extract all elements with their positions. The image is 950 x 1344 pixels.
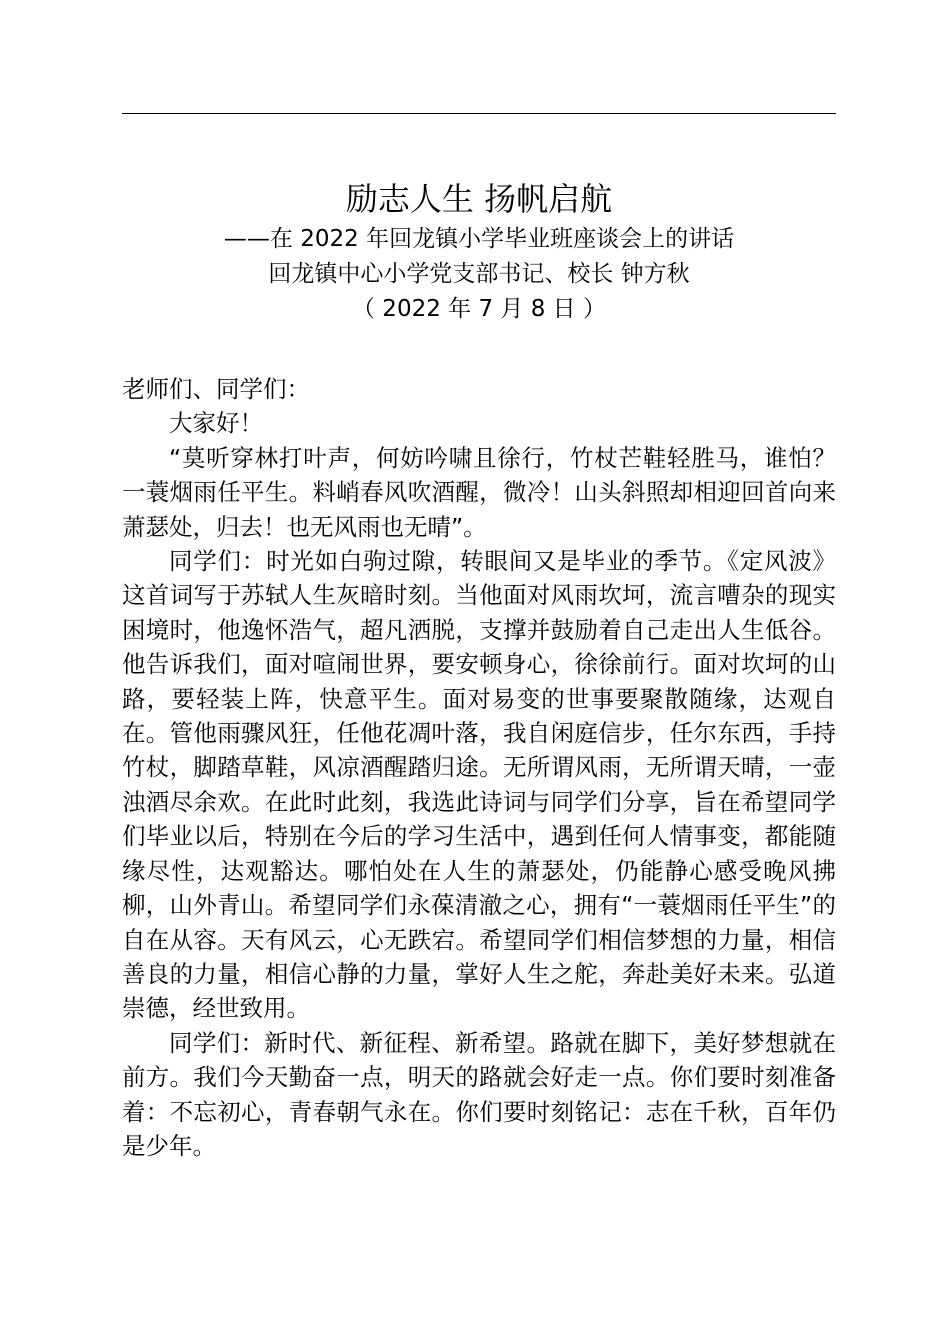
document-author: 回龙镇中心小学党支部书记、校长 钟方秋 xyxy=(268,261,690,287)
document-header xyxy=(122,176,836,327)
paragraph-greeting: 大家好！ xyxy=(169,409,263,438)
document-subtitle: ——在 2022 年回龙镇小学毕业班座谈会上的讲话 xyxy=(223,226,735,252)
salutation: 老师们、同学们： xyxy=(122,375,310,403)
paragraph-closing: 同学们：新时代、新征程、新希望。路就在脚下，美好梦想就在前方。我们今天勤奋一点，明天的路就会好走一点。你们要时刻准备着：不忘初心，青春朝气永在。你们要时刻铭记：志在千秋，百年仍是少年。 xyxy=(122,1028,836,1160)
header-rule xyxy=(122,113,836,114)
document-title: 励志人生 扬帆启航 xyxy=(345,180,613,218)
paragraph-main: 同学们：时光如白驹过隙，转眼间又是毕业的季节。《定风波》这首词写于苏轼人生灰暗时刻。当他面对风雨坎坷，流言嘈杂的现实困境时，他逸怀浩气，超凡洒脱，支撑并鼓励着自己走出人生低谷。他告诉我们，面对喧闹世界，要安顿身心，徐徐前行。面对坎坷的山路，要轻装上阵，快意平生。面对易变的世事要聚散随缘，达观自在。管他雨骤风狂，任他花凋叶落，我自闲庭信步，任尔东西，手持竹杖，脚踏草鞋，风凉酒醒踏归途。无所谓风雨，无所谓天晴，一壶浊酒尽余欢。在此时此刻，我选此诗词与同学们分享，旨在希望同学们毕业以后，特别在今后的学习生活中，遇到任何人情事变，都能随缘尽性，达观豁达。哪怕处在人生的萧瑟处，仍能静心感受晚风拂柳，山外青山。希望同学们永葆清澈之心，拥有“一蓑烟雨任平生”的自在从容。天有风云，心无跌宕。希望同学们相信梦想的力量，相信善良的力量，相信心静的力量，掌好人生之舵，奔赴美好未来。弘道崇德，经世致用。 xyxy=(122,547,836,1023)
paragraph-poem: “莫听穿林打叶声，何妨吟啸且徐行，竹杖芒鞋轻胜马，谁怕？一蓑烟雨任平生。料峭春风吹酒醒，微冷！山头斜照却相迎回首向来萧瑟处，归去！也无风雨也无晴”。 xyxy=(122,443,836,541)
document-body xyxy=(122,372,836,1163)
document-date: （ 2022 年 7 月 8 日 ） xyxy=(352,296,606,322)
